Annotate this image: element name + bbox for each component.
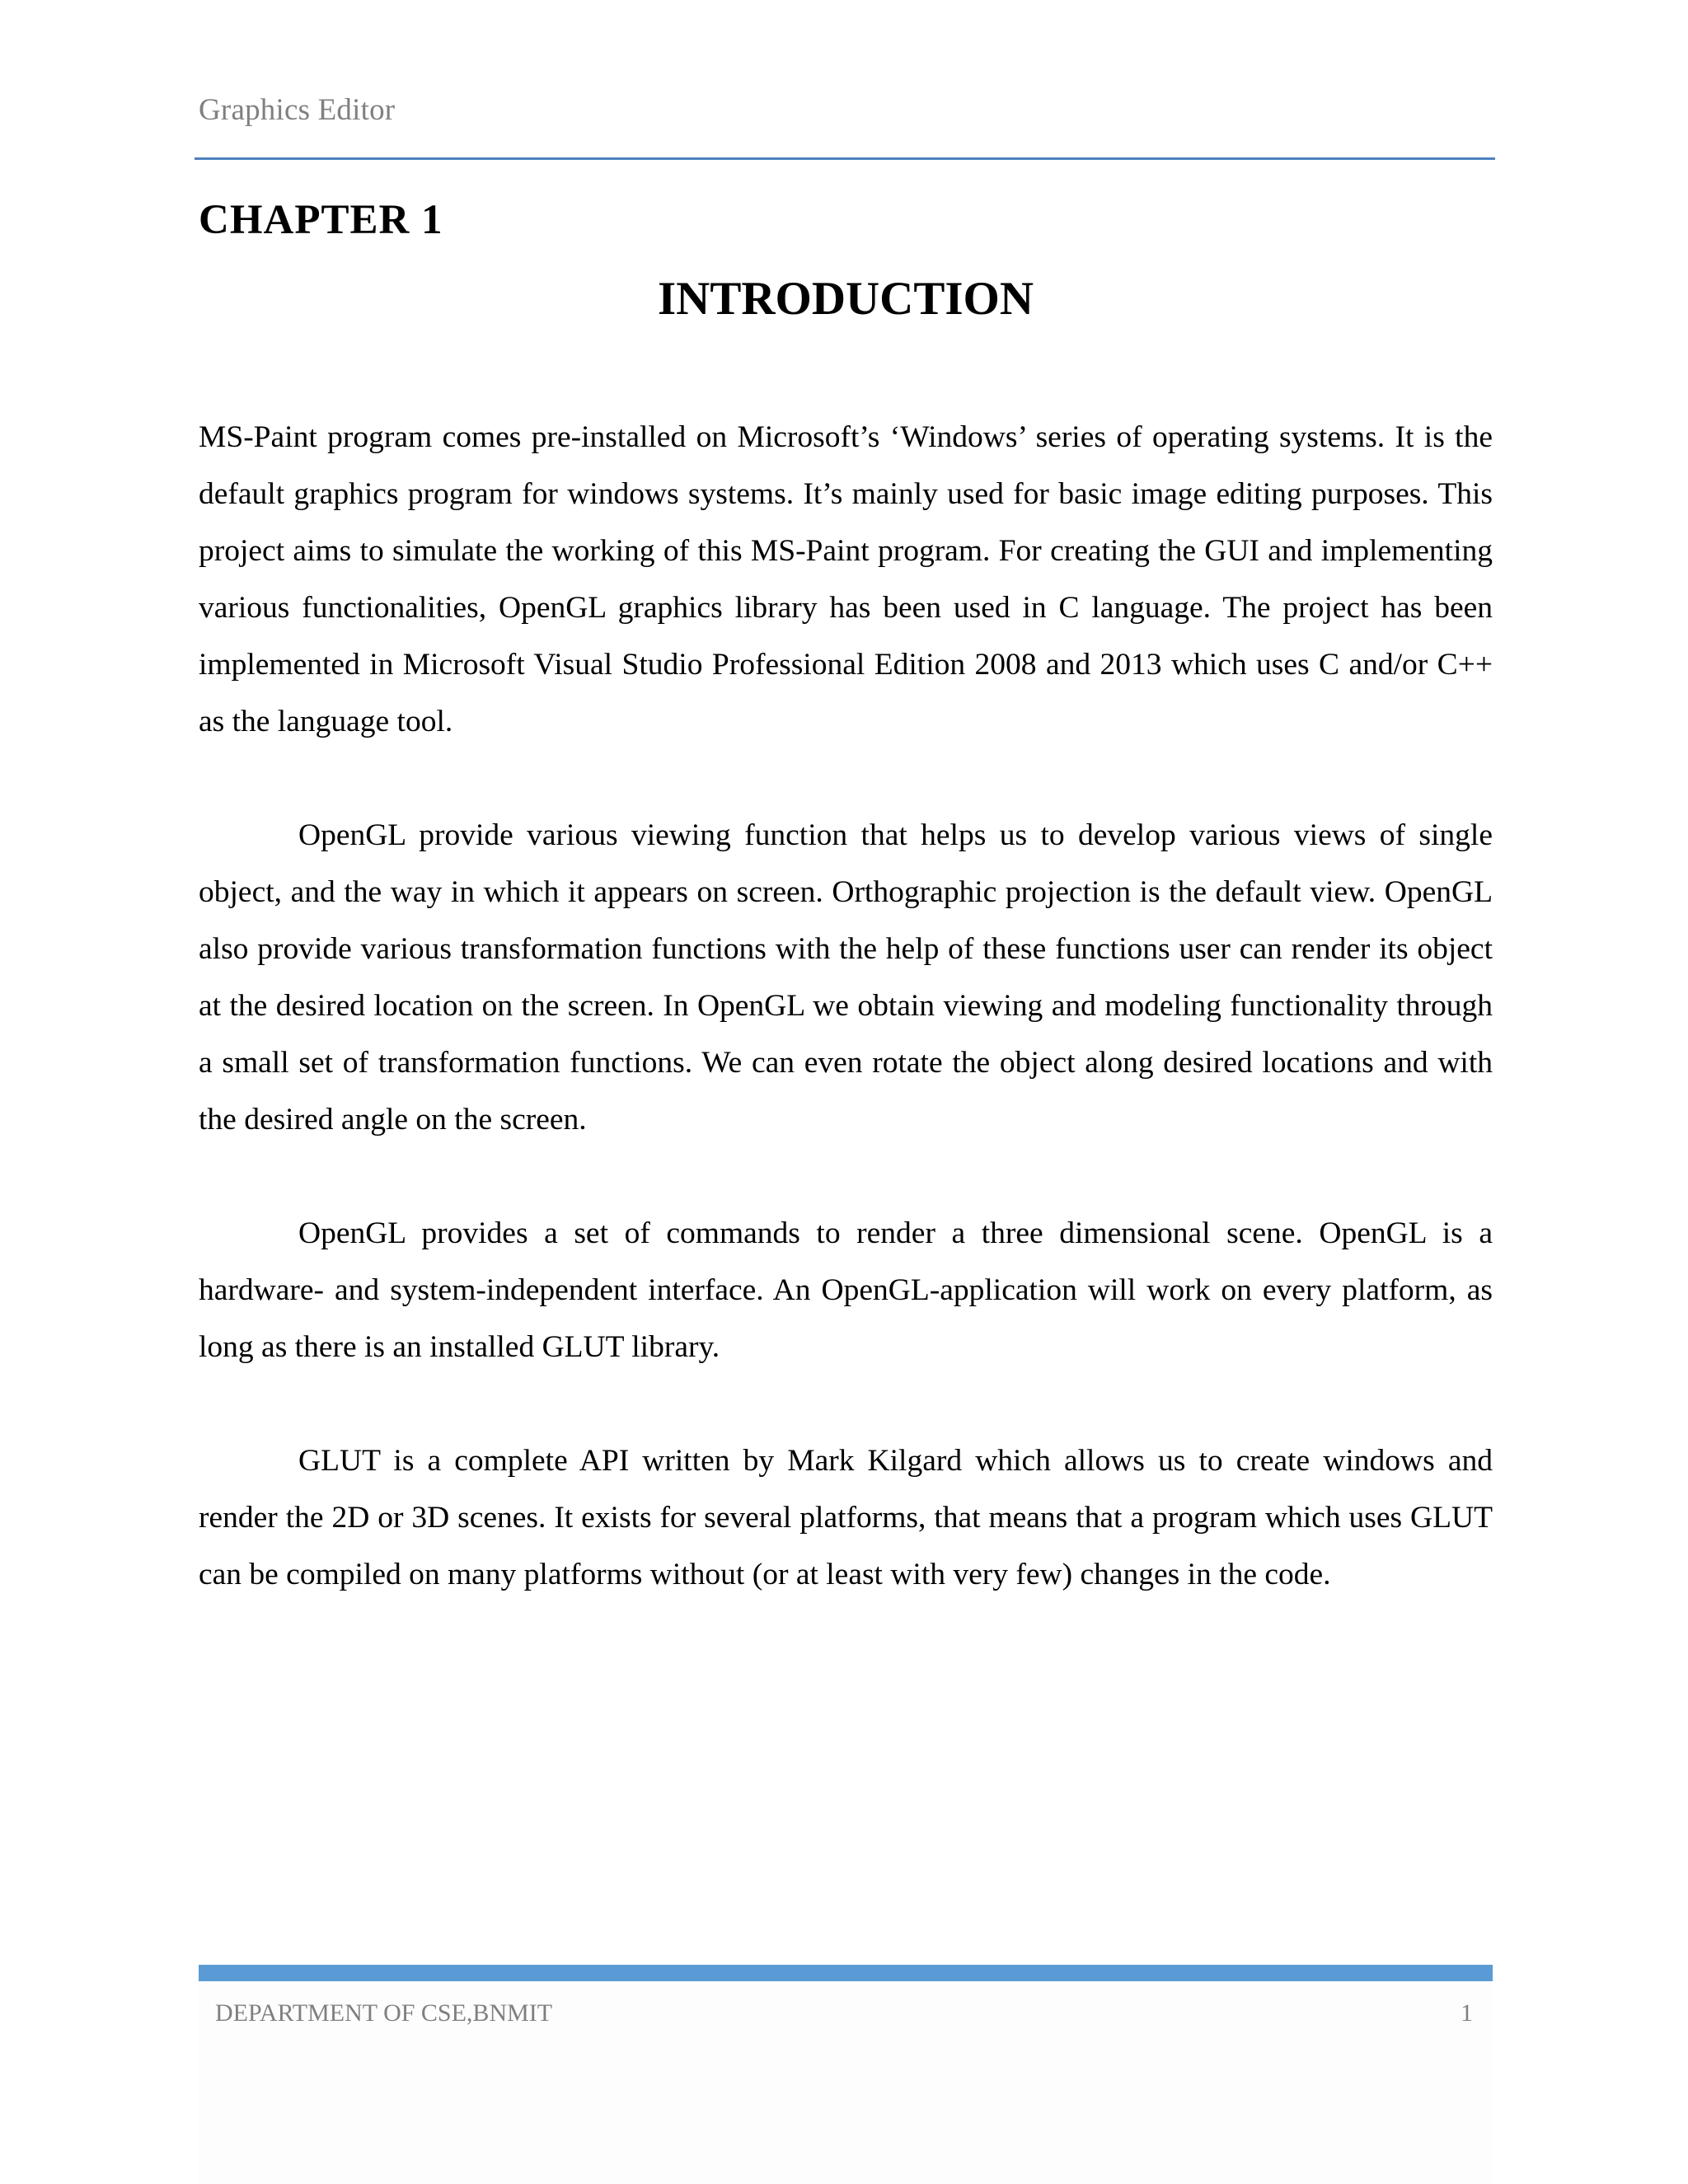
footer-divider <box>199 1965 1493 1981</box>
paragraph: MS-Paint program comes pre-installed on Microsoft’s ‘Windows’ series of operating systems. It is the default graphics program for windows systems. It’s mainly used for basic image editing purposes. This project aims to simulate the working of this MS-Paint program. For creating the GUI and implementing various functionalities, OpenGL graphics library has been used in C language. The project has been implemented in Microsoft Visual Studio Professional Edition 2008 and 2013 which uses C and/or C++ as the language tool. <box>199 420 1493 738</box>
page-number: 1 <box>1461 1999 1473 2027</box>
paragraph: GLUT is a complete API written by Mark Kilgard which allows us to create windows and render the 2D or 3D scenes. It exists for several platforms, that means that a program which uses GLUT can be compiled on many platforms without (or at least with very few) changes in the code. <box>199 1444 1493 1591</box>
body-text <box>199 409 1493 1660</box>
paragraph: OpenGL provides a set of commands to render a three dimensional scene. OpenGL is a hardware- and system-independent interface. An OpenGL-application will work on every platform, as long as there is an installed GLUT library. <box>199 1216 1493 1364</box>
paragraph: OpenGL provide various viewing function that helps us to develop various views of single object, and the way in which it appears on screen. Orthographic projection is the default view. OpenGL also provide various transformation functions with the help of these functions user can render its object at the desired location on the screen. In OpenGL we obtain viewing and modeling functionality through a small set of transformation functions. We can even rotate the object along desired locations and with the desired angle on the screen. <box>199 818 1493 1137</box>
running-header: Graphics Editor <box>199 93 396 127</box>
chapter-title: INTRODUCTION <box>657 273 1034 325</box>
footer-department: DEPARTMENT OF CSE,BNMIT <box>215 1999 553 2027</box>
chapter-label: CHAPTER 1 <box>199 197 443 243</box>
header-divider <box>195 157 1495 160</box>
